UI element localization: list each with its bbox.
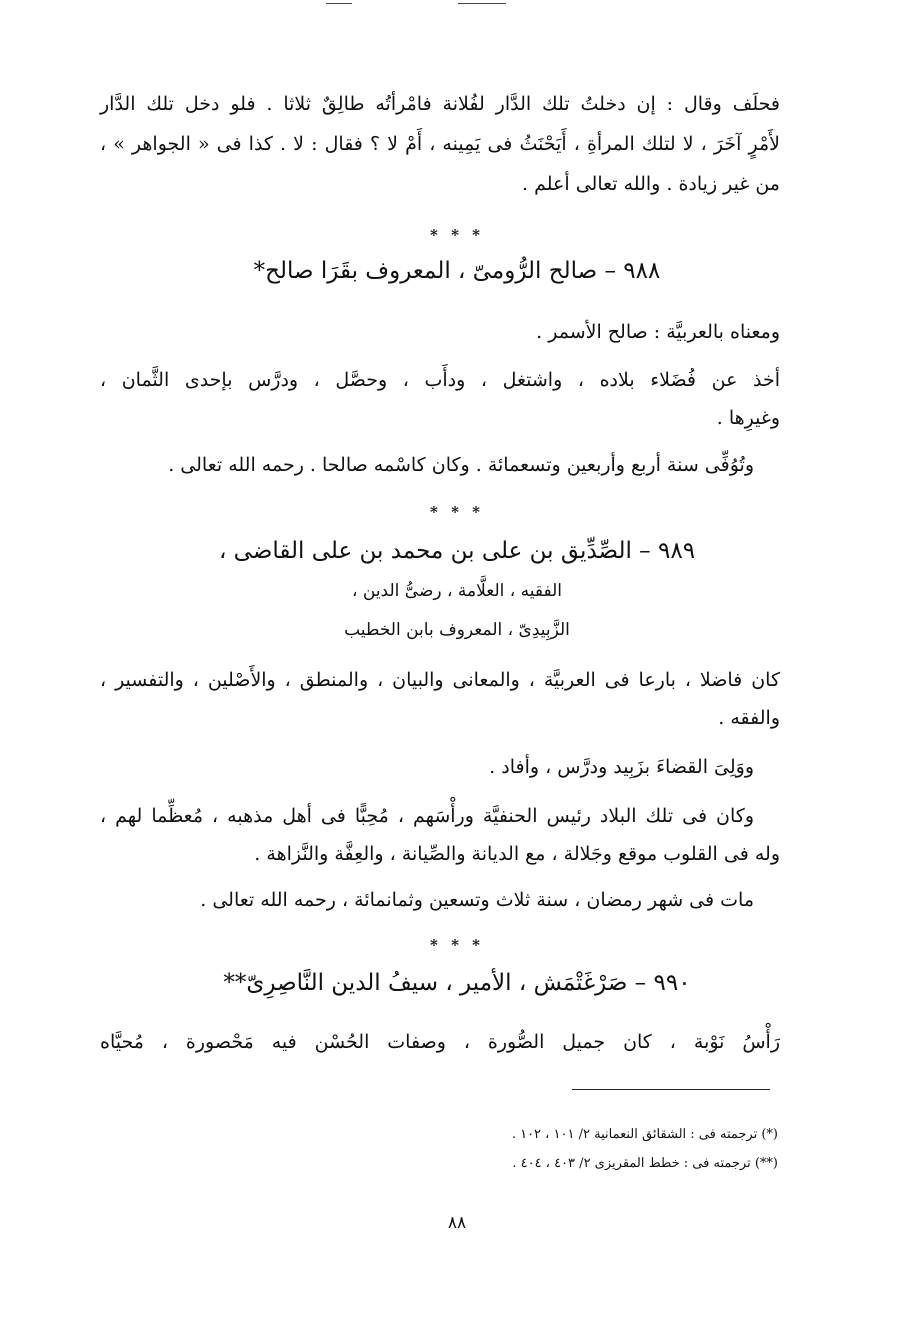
text-line: لأَمْرٍ آخَرَ ، لا لتلك المرأةِ ، أَيَحْنَثُ فى يَمِينه ، أَمْ لا ؟ فقال : لا . كذا فى « الجواهر » ، [100,133,780,155]
entry-988-heading: ٩٨٨ – صالح الرُّومىّ ، المعروف بقَرَا صالح* [253,258,661,284]
entry-988-body [100,312,780,482]
text-line: كان فاضلا ، بارعا فى العربيَّة ، والمعانى والبيان ، والمنطق ، والأَصْلين ، والتفسير ، [100,669,780,691]
footnote-rule [572,1089,770,1090]
text-line: رَأْسُ نَوْبة ، كان جميل الصُّورة ، وصفات الحُسْن فيه مَحْصورة ، مُحيَّاه [100,1031,780,1053]
entry-989-heading: ٩٨٩ – الصِّدِّيق بن على بن محمد بن على القاضى ، [218,538,696,564]
section-separator: * * * [430,226,484,244]
text-line: أخذ عن فُضَلاء بلاده ، واشتغل ، ودأَب ، وحصَّل ، ودرَّس بإحدى الثَّمان ، [100,369,780,391]
text-line: ووَلِىَ القضاءَ بزَبِيد ودرَّس ، وأفاد . [489,756,754,778]
text-line: فحلَف وقال : إن دخلتُ تلك الدَّار لفُلانة فامْرأتُه طالِقٌ ثلاثا . فلو دخل تلك الدَّار [100,93,780,115]
text-line: والفقه . [718,707,780,729]
section-separator: * * * [430,936,484,954]
entry-989-body [100,660,780,920]
text-line: وكان فى تلك البلاد رئيس الحنفيَّة ورأْسَهم ، مُحِبًّا فى أهل مذهبه ، مُعظِّما لهم ، [100,805,754,827]
text-line: وغيرِها . [716,407,780,429]
entry-989-subheading-2: الزَّبِيدِىّ ، المعروف بابن الخطيب [344,620,570,640]
top-rule-right [458,3,506,4]
intro-paragraph [100,84,780,204]
text-line: من غير زيادة . والله تعالى أعلم . [522,173,780,195]
footnote-1: (*) ترجمته فى : الشقائق النعمانية ٢/ ١٠١ ، ١٠٢ . [511,1127,778,1142]
page-number: ٨٨ [447,1213,467,1233]
text-line: مات فى شهر رمضان ، سنة ثلاث وتسعين وثمانمائة ، رحمه الله تعالى . [200,889,754,911]
entry-990-body [100,1022,780,1066]
top-rule-left [326,3,352,4]
section-separator: * * * [430,503,484,521]
text-line: وتُوُفِّى سنة أربع وأربعين وتسعمائة . وكان كاسْمه صالحا . رحمه الله تعالى . [168,454,754,476]
text-line: وله فى القلوب موقع وجَلالة ، مع الديانة والصِّيانة ، والعِفَّة والنَّزاهة . [254,843,780,865]
footnote-2: (**) ترجمته فى : خطط المقريزى ٢/ ٤٠٣ ، ٤٠٤ . [512,1156,778,1171]
entry-988-meaning: ومعناه بالعربيَّة : صالح الأسمر . [536,321,780,343]
entry-989-subheading-1: الفقيه ، العلَّامة ، رضىُّ الدين ، [351,581,562,601]
entry-990-heading: ٩٩٠ – صَرْغَتْمَش ، الأمير ، سيفُ الدين النَّاصِرِىّ** [223,970,691,996]
